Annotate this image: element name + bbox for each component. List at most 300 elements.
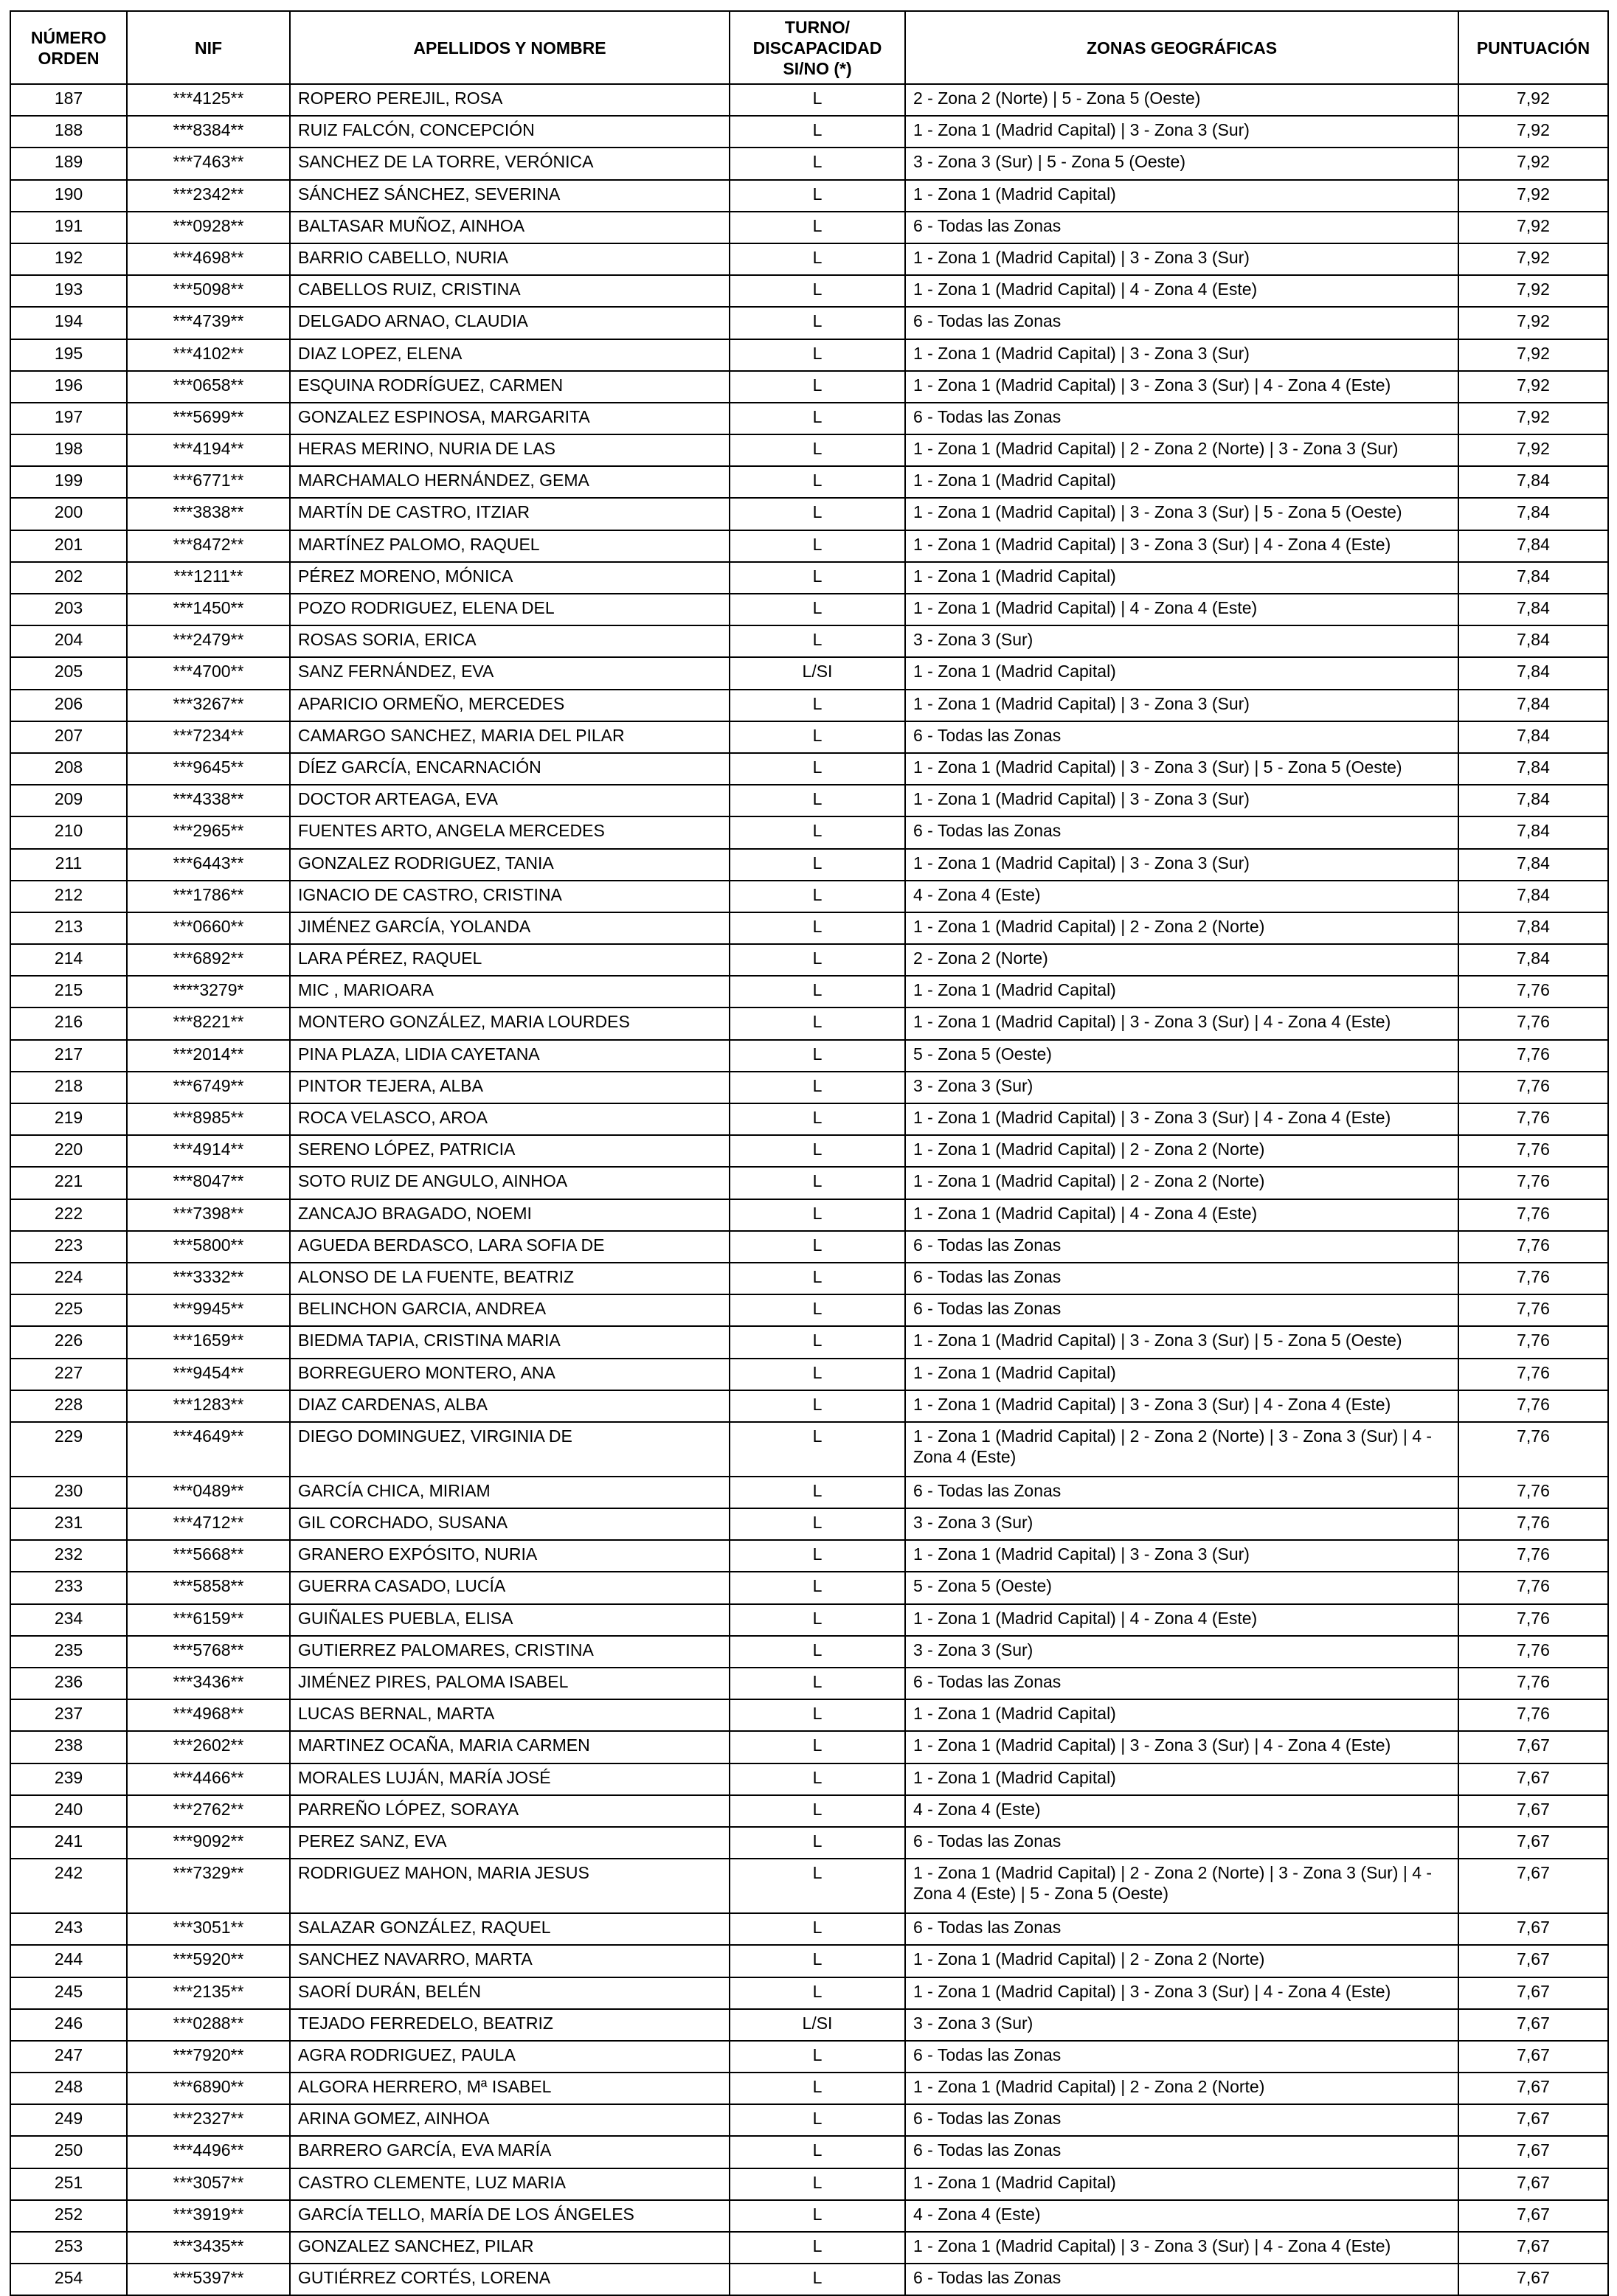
cell-puntuacion: 7,67 <box>1458 1977 1608 2009</box>
table-row <box>10 1795 1608 1827</box>
cell-numero-orden: 233 <box>10 1572 127 1603</box>
cell-zonas: 5 - Zona 5 (Oeste) <box>905 1040 1458 1072</box>
cell-nif: ***1211** <box>127 562 290 594</box>
cell-zonas: 1 - Zona 1 (Madrid Capital) | 3 - Zona 3 (Sur) <box>905 1540 1458 1572</box>
cell-apellidos-nombre: MIC , MARIOARA <box>290 976 730 1007</box>
cell-zonas: 1 - Zona 1 (Madrid Capital) | 3 - Zona 3 (Sur) <box>905 116 1458 148</box>
cell-puntuacion: 7,84 <box>1458 753 1608 785</box>
table-row <box>10 657 1608 689</box>
cell-puntuacion: 7,67 <box>1458 2104 1608 2136</box>
cell-zonas: 1 - Zona 1 (Madrid Capital) <box>905 562 1458 594</box>
cell-turno: L <box>730 1072 905 1103</box>
cell-numero-orden: 226 <box>10 1326 127 1358</box>
cell-puntuacion: 7,92 <box>1458 434 1608 466</box>
cell-puntuacion: 7,76 <box>1458 1263 1608 1294</box>
cell-turno: L <box>730 243 905 275</box>
header-nif: NIF <box>127 11 290 84</box>
results-table <box>10 10 1609 2296</box>
cell-nif: ***7920** <box>127 2041 290 2073</box>
cell-turno: L <box>730 1508 905 1540</box>
cell-puntuacion: 7,67 <box>1458 1827 1608 1859</box>
cell-zonas: 1 - Zona 1 (Madrid Capital) | 3 - Zona 3 (Sur) <box>905 339 1458 371</box>
cell-turno: L <box>730 1263 905 1294</box>
cell-turno: L <box>730 912 905 944</box>
cell-nif: ****3279* <box>127 976 290 1007</box>
cell-zonas: 1 - Zona 1 (Madrid Capital) | 4 - Zona 4 (Este) <box>905 275 1458 307</box>
cell-nif: ***4739** <box>127 307 290 339</box>
cell-numero-orden: 235 <box>10 1636 127 1668</box>
cell-numero-orden: 247 <box>10 2041 127 2073</box>
cell-numero-orden: 228 <box>10 1390 127 1422</box>
cell-numero-orden: 250 <box>10 2136 127 2168</box>
table-row <box>10 1668 1608 1699</box>
cell-numero-orden: 207 <box>10 721 127 753</box>
cell-puntuacion: 7,76 <box>1458 1231 1608 1263</box>
table-row <box>10 1103 1608 1135</box>
cell-apellidos-nombre: MARTÍNEZ PALOMO, RAQUEL <box>290 530 730 562</box>
cell-nif: ***4338** <box>127 785 290 816</box>
cell-numero-orden: 227 <box>10 1359 127 1390</box>
cell-puntuacion: 7,92 <box>1458 307 1608 339</box>
cell-puntuacion: 7,76 <box>1458 1007 1608 1039</box>
cell-puntuacion: 7,92 <box>1458 180 1608 212</box>
cell-numero-orden: 237 <box>10 1699 127 1731</box>
cell-apellidos-nombre: ROSAS SORIA, ERICA <box>290 625 730 657</box>
header-apellidos-nombre: APELLIDOS Y NOMBRE <box>290 11 730 84</box>
table-row <box>10 1326 1608 1358</box>
cell-zonas: 6 - Todas las Zonas <box>905 816 1458 848</box>
cell-zonas: 6 - Todas las Zonas <box>905 403 1458 434</box>
cell-nif: ***8384** <box>127 116 290 148</box>
cell-zonas: 1 - Zona 1 (Madrid Capital) <box>905 466 1458 498</box>
cell-turno: L <box>730 690 905 721</box>
cell-apellidos-nombre: DÍEZ GARCÍA, ENCARNACIÓN <box>290 753 730 785</box>
cell-puntuacion: 7,92 <box>1458 275 1608 307</box>
table-row <box>10 1699 1608 1731</box>
cell-zonas: 1 - Zona 1 (Madrid Capital) | 3 - Zona 3 (Sur) | 4 - Zona 4 (Este) <box>905 1977 1458 2009</box>
cell-zonas: 1 - Zona 1 (Madrid Capital) | 3 - Zona 3 (Sur) | 4 - Zona 4 (Este) <box>905 1390 1458 1422</box>
cell-numero-orden: 238 <box>10 1731 127 1763</box>
cell-zonas: 3 - Zona 3 (Sur) <box>905 1508 1458 1540</box>
cell-puntuacion: 7,84 <box>1458 944 1608 976</box>
cell-numero-orden: 193 <box>10 275 127 307</box>
cell-turno: L <box>730 721 905 753</box>
cell-apellidos-nombre: SANZ FERNÁNDEZ, EVA <box>290 657 730 689</box>
cell-zonas: 4 - Zona 4 (Este) <box>905 1795 1458 1827</box>
cell-numero-orden: 203 <box>10 594 127 625</box>
cell-zonas: 6 - Todas las Zonas <box>905 1263 1458 1294</box>
table-row <box>10 785 1608 816</box>
cell-apellidos-nombre: DOCTOR ARTEAGA, EVA <box>290 785 730 816</box>
table-row <box>10 2104 1608 2136</box>
cell-numero-orden: 223 <box>10 1231 127 1263</box>
cell-numero-orden: 195 <box>10 339 127 371</box>
cell-turno: L/SI <box>730 2009 905 2041</box>
cell-puntuacion: 7,76 <box>1458 1294 1608 1326</box>
cell-nif: ***3332** <box>127 1263 290 1294</box>
cell-puntuacion: 7,76 <box>1458 1167 1608 1199</box>
cell-zonas: 3 - Zona 3 (Sur) | 5 - Zona 5 (Oeste) <box>905 148 1458 179</box>
cell-turno: L <box>730 1326 905 1358</box>
cell-turno: L <box>730 212 905 243</box>
cell-apellidos-nombre: HERAS MERINO, NURIA DE LAS <box>290 434 730 466</box>
cell-puntuacion: 7,92 <box>1458 339 1608 371</box>
cell-nif: ***2479** <box>127 625 290 657</box>
cell-numero-orden: 196 <box>10 371 127 403</box>
cell-turno: L <box>730 339 905 371</box>
cell-numero-orden: 224 <box>10 1263 127 1294</box>
cell-numero-orden: 210 <box>10 816 127 848</box>
cell-apellidos-nombre: MORALES LUJÁN, MARÍA JOSÉ <box>290 1763 730 1795</box>
cell-apellidos-nombre: MARCHAMALO HERNÁNDEZ, GEMA <box>290 466 730 498</box>
cell-turno: L <box>730 466 905 498</box>
cell-apellidos-nombre: ALONSO DE LA FUENTE, BEATRIZ <box>290 1263 730 1294</box>
cell-apellidos-nombre: SANCHEZ DE LA TORRE, VERÓNICA <box>290 148 730 179</box>
cell-turno: L <box>730 1103 905 1135</box>
table-row <box>10 1977 1608 2009</box>
cell-nif: ***5397** <box>127 2264 290 2295</box>
cell-zonas: 1 - Zona 1 (Madrid Capital) | 4 - Zona 4 (Este) <box>905 1604 1458 1636</box>
cell-nif: ***4712** <box>127 1508 290 1540</box>
cell-turno: L <box>730 1763 905 1795</box>
cell-apellidos-nombre: ROPERO PEREJIL, ROSA <box>290 84 730 116</box>
cell-turno: L <box>730 849 905 881</box>
cell-apellidos-nombre: BARRERO GARCÍA, EVA MARÍA <box>290 2136 730 2168</box>
table-row <box>10 1572 1608 1603</box>
table-row <box>10 1763 1608 1795</box>
cell-numero-orden: 202 <box>10 562 127 594</box>
table-row <box>10 339 1608 371</box>
cell-apellidos-nombre: BORREGUERO MONTERO, ANA <box>290 1359 730 1390</box>
cell-apellidos-nombre: GARCÍA TELLO, MARÍA DE LOS ÁNGELES <box>290 2200 730 2232</box>
cell-puntuacion: 7,76 <box>1458 1636 1608 1668</box>
cell-turno: L <box>730 1167 905 1199</box>
table-row <box>10 1604 1608 1636</box>
header-numero-orden: NÚMERO ORDEN <box>10 11 127 84</box>
cell-apellidos-nombre: PINA PLAZA, LIDIA CAYETANA <box>290 1040 730 1072</box>
cell-turno: L <box>730 785 905 816</box>
cell-nif: ***1283** <box>127 1390 290 1422</box>
cell-puntuacion: 7,76 <box>1458 1135 1608 1167</box>
cell-nif: ***4914** <box>127 1135 290 1167</box>
cell-apellidos-nombre: IGNACIO DE CASTRO, CRISTINA <box>290 881 730 912</box>
cell-zonas: 6 - Todas las Zonas <box>905 2136 1458 2168</box>
cell-turno: L <box>730 1199 905 1231</box>
cell-apellidos-nombre: ESQUINA RODRÍGUEZ, CARMEN <box>290 371 730 403</box>
cell-numero-orden: 214 <box>10 944 127 976</box>
cell-turno: L <box>730 116 905 148</box>
cell-puntuacion: 7,67 <box>1458 2264 1608 2295</box>
cell-zonas: 1 - Zona 1 (Madrid Capital) | 3 - Zona 3 (Sur) | 4 - Zona 4 (Este) <box>905 1007 1458 1039</box>
table-row <box>10 1913 1608 1945</box>
table-row <box>10 1359 1608 1390</box>
cell-zonas: 6 - Todas las Zonas <box>905 1231 1458 1263</box>
cell-nif: ***2602** <box>127 1731 290 1763</box>
table-row <box>10 1477 1608 1508</box>
cell-apellidos-nombre: SÁNCHEZ SÁNCHEZ, SEVERINA <box>290 180 730 212</box>
cell-nif: ***3051** <box>127 1913 290 1945</box>
cell-turno: L <box>730 2200 905 2232</box>
cell-zonas: 6 - Todas las Zonas <box>905 2041 1458 2073</box>
cell-turno: L <box>730 1390 905 1422</box>
cell-zonas: 1 - Zona 1 (Madrid Capital) <box>905 657 1458 689</box>
cell-apellidos-nombre: JIMÉNEZ PIRES, PALOMA ISABEL <box>290 1668 730 1699</box>
cell-puntuacion: 7,67 <box>1458 2041 1608 2073</box>
table-row <box>10 944 1608 976</box>
cell-turno: L <box>730 371 905 403</box>
cell-turno: L <box>730 1422 905 1477</box>
table-row <box>10 562 1608 594</box>
cell-apellidos-nombre: FUENTES ARTO, ANGELA MERCEDES <box>290 816 730 848</box>
cell-puntuacion: 7,67 <box>1458 2200 1608 2232</box>
cell-puntuacion: 7,92 <box>1458 116 1608 148</box>
cell-apellidos-nombre: SALAZAR GONZÁLEZ, RAQUEL <box>290 1913 730 1945</box>
cell-zonas: 1 - Zona 1 (Madrid Capital) | 3 - Zona 3 (Sur) | 4 - Zona 4 (Este) <box>905 2232 1458 2264</box>
cell-numero-orden: 229 <box>10 1422 127 1477</box>
cell-nif: ***4194** <box>127 434 290 466</box>
table-row <box>10 690 1608 721</box>
cell-turno: L <box>730 1731 905 1763</box>
cell-nif: ***4466** <box>127 1763 290 1795</box>
cell-puntuacion: 7,84 <box>1458 562 1608 594</box>
cell-zonas: 1 - Zona 1 (Madrid Capital) | 3 - Zona 3 (Sur) | 4 - Zona 4 (Este) <box>905 1731 1458 1763</box>
cell-nif: ***3436** <box>127 1668 290 1699</box>
cell-turno: L/SI <box>730 657 905 689</box>
cell-puntuacion: 7,84 <box>1458 721 1608 753</box>
cell-nif: ***5920** <box>127 1945 290 1977</box>
cell-puntuacion: 7,67 <box>1458 1763 1608 1795</box>
cell-apellidos-nombre: MARTINEZ OCAÑA, MARIA CARMEN <box>290 1731 730 1763</box>
cell-puntuacion: 7,84 <box>1458 912 1608 944</box>
cell-zonas: 1 - Zona 1 (Madrid Capital) | 3 - Zona 3 (Sur) | 5 - Zona 5 (Oeste) <box>905 1326 1458 1358</box>
cell-turno: L <box>730 1699 905 1731</box>
cell-zonas: 1 - Zona 1 (Madrid Capital) | 3 - Zona 3 (Sur) | 5 - Zona 5 (Oeste) <box>905 498 1458 530</box>
cell-nif: ***4102** <box>127 339 290 371</box>
cell-nif: ***3435** <box>127 2232 290 2264</box>
cell-apellidos-nombre: SOTO RUIZ DE ANGULO, AINHOA <box>290 1167 730 1199</box>
cell-nif: ***3838** <box>127 498 290 530</box>
cell-apellidos-nombre: PEREZ SANZ, EVA <box>290 1827 730 1859</box>
cell-nif: ***6159** <box>127 1604 290 1636</box>
cell-nif: ***7234** <box>127 721 290 753</box>
cell-nif: ***0658** <box>127 371 290 403</box>
table-row <box>10 243 1608 275</box>
cell-zonas: 3 - Zona 3 (Sur) <box>905 1636 1458 1668</box>
table-row <box>10 1294 1608 1326</box>
table-row <box>10 307 1608 339</box>
cell-puntuacion: 7,76 <box>1458 1040 1608 1072</box>
cell-apellidos-nombre: CABELLOS RUIZ, CRISTINA <box>290 275 730 307</box>
cell-apellidos-nombre: GIL CORCHADO, SUSANA <box>290 1508 730 1540</box>
cell-nif: ***2342** <box>127 180 290 212</box>
table-row <box>10 371 1608 403</box>
cell-nif: ***9454** <box>127 1359 290 1390</box>
table-row <box>10 816 1608 848</box>
cell-puntuacion: 7,84 <box>1458 785 1608 816</box>
cell-nif: ***8472** <box>127 530 290 562</box>
cell-apellidos-nombre: PINTOR TEJERA, ALBA <box>290 1072 730 1103</box>
cell-zonas: 6 - Todas las Zonas <box>905 1294 1458 1326</box>
cell-nif: ***0928** <box>127 212 290 243</box>
cell-apellidos-nombre: SANCHEZ NAVARRO, MARTA <box>290 1945 730 1977</box>
table-row <box>10 594 1608 625</box>
cell-puntuacion: 7,76 <box>1458 1072 1608 1103</box>
cell-puntuacion: 7,76 <box>1458 1326 1608 1358</box>
cell-numero-orden: 188 <box>10 116 127 148</box>
table-row <box>10 881 1608 912</box>
table-row <box>10 84 1608 116</box>
cell-turno: L <box>730 2104 905 2136</box>
cell-turno: L <box>730 1827 905 1859</box>
cell-nif: ***6771** <box>127 466 290 498</box>
cell-turno: L <box>730 881 905 912</box>
cell-nif: ***4698** <box>127 243 290 275</box>
cell-zonas: 1 - Zona 1 (Madrid Capital) | 3 - Zona 3 (Sur) | 4 - Zona 4 (Este) <box>905 371 1458 403</box>
cell-numero-orden: 198 <box>10 434 127 466</box>
cell-nif: ***2135** <box>127 1977 290 2009</box>
cell-nif: ***8221** <box>127 1007 290 1039</box>
cell-apellidos-nombre: DELGADO ARNAO, CLAUDIA <box>290 307 730 339</box>
cell-nif: ***3267** <box>127 690 290 721</box>
cell-numero-orden: 218 <box>10 1072 127 1103</box>
cell-puntuacion: 7,84 <box>1458 498 1608 530</box>
cell-nif: ***3919** <box>127 2200 290 2232</box>
table-row <box>10 1167 1608 1199</box>
table-row <box>10 1422 1608 1477</box>
cell-nif: ***0288** <box>127 2009 290 2041</box>
cell-turno: L <box>730 753 905 785</box>
table-row <box>10 976 1608 1007</box>
cell-zonas: 1 - Zona 1 (Madrid Capital) <box>905 1359 1458 1390</box>
cell-nif: ***1786** <box>127 881 290 912</box>
cell-apellidos-nombre: JIMÉNEZ GARCÍA, YOLANDA <box>290 912 730 944</box>
cell-nif: ***5768** <box>127 1636 290 1668</box>
table-row <box>10 753 1608 785</box>
cell-puntuacion: 7,67 <box>1458 2168 1608 2200</box>
cell-nif: ***5668** <box>127 1540 290 1572</box>
table-row <box>10 403 1608 434</box>
cell-puntuacion: 7,67 <box>1458 1731 1608 1763</box>
cell-numero-orden: 230 <box>10 1477 127 1508</box>
cell-puntuacion: 7,84 <box>1458 849 1608 881</box>
cell-zonas: 6 - Todas las Zonas <box>905 307 1458 339</box>
cell-apellidos-nombre: AGRA RODRIGUEZ, PAULA <box>290 2041 730 2073</box>
cell-puntuacion: 7,92 <box>1458 212 1608 243</box>
cell-numero-orden: 189 <box>10 148 127 179</box>
cell-zonas: 6 - Todas las Zonas <box>905 2104 1458 2136</box>
cell-turno: L <box>730 2073 905 2104</box>
table-row <box>10 275 1608 307</box>
table-row <box>10 2009 1608 2041</box>
cell-zonas: 6 - Todas las Zonas <box>905 1477 1458 1508</box>
cell-zonas: 6 - Todas las Zonas <box>905 1913 1458 1945</box>
cell-zonas: 1 - Zona 1 (Madrid Capital) | 3 - Zona 3 (Sur) <box>905 785 1458 816</box>
cell-puntuacion: 7,76 <box>1458 1699 1608 1731</box>
cell-nif: ***8047** <box>127 1167 290 1199</box>
table-row <box>10 1540 1608 1572</box>
cell-numero-orden: 246 <box>10 2009 127 2041</box>
cell-nif: ***5098** <box>127 275 290 307</box>
cell-zonas: 1 - Zona 1 (Madrid Capital) | 4 - Zona 4 (Este) <box>905 594 1458 625</box>
table-row <box>10 2073 1608 2104</box>
cell-zonas: 6 - Todas las Zonas <box>905 1668 1458 1699</box>
cell-turno: L <box>730 2041 905 2073</box>
cell-numero-orden: 206 <box>10 690 127 721</box>
table-row <box>10 116 1608 148</box>
header-puntuacion: PUNTUACIÓN <box>1458 11 1608 84</box>
cell-turno: L <box>730 2264 905 2295</box>
cell-turno: L <box>730 1572 905 1603</box>
cell-puntuacion: 7,76 <box>1458 1390 1608 1422</box>
cell-turno: L <box>730 1913 905 1945</box>
cell-numero-orden: 243 <box>10 1913 127 1945</box>
cell-numero-orden: 212 <box>10 881 127 912</box>
cell-nif: ***4125** <box>127 84 290 116</box>
cell-turno: L <box>730 1477 905 1508</box>
cell-apellidos-nombre: RUIZ FALCÓN, CONCEPCIÓN <box>290 116 730 148</box>
cell-zonas: 1 - Zona 1 (Madrid Capital) | 3 - Zona 3 (Sur) | 5 - Zona 5 (Oeste) <box>905 753 1458 785</box>
cell-apellidos-nombre: GRANERO EXPÓSITO, NURIA <box>290 1540 730 1572</box>
cell-numero-orden: 205 <box>10 657 127 689</box>
cell-numero-orden: 216 <box>10 1007 127 1039</box>
table-row <box>10 849 1608 881</box>
cell-apellidos-nombre: BALTASAR MUÑOZ, AINHOA <box>290 212 730 243</box>
cell-numero-orden: 251 <box>10 2168 127 2200</box>
cell-nif: ***4700** <box>127 657 290 689</box>
cell-zonas: 3 - Zona 3 (Sur) <box>905 1072 1458 1103</box>
cell-apellidos-nombre: APARICIO ORMEÑO, MERCEDES <box>290 690 730 721</box>
cell-puntuacion: 7,76 <box>1458 1359 1608 1390</box>
cell-turno: L <box>730 1636 905 1668</box>
cell-numero-orden: 199 <box>10 466 127 498</box>
header-turno: TURNO/ DISCAPACIDAD SI/NO (*) <box>730 11 905 84</box>
cell-numero-orden: 254 <box>10 2264 127 2295</box>
table-row <box>10 434 1608 466</box>
table-header <box>10 11 1608 84</box>
cell-puntuacion: 7,76 <box>1458 1604 1608 1636</box>
cell-puntuacion: 7,76 <box>1458 1668 1608 1699</box>
cell-turno: L <box>730 530 905 562</box>
cell-apellidos-nombre: LARA PÉREZ, RAQUEL <box>290 944 730 976</box>
cell-turno: L <box>730 498 905 530</box>
cell-numero-orden: 241 <box>10 1827 127 1859</box>
table-row <box>10 721 1608 753</box>
cell-puntuacion: 7,76 <box>1458 1508 1608 1540</box>
cell-numero-orden: 239 <box>10 1763 127 1795</box>
cell-zonas: 1 - Zona 1 (Madrid Capital) | 3 - Zona 3 (Sur) <box>905 849 1458 881</box>
cell-turno: L <box>730 434 905 466</box>
cell-nif: ***6892** <box>127 944 290 976</box>
cell-puntuacion: 7,84 <box>1458 881 1608 912</box>
cell-zonas: 1 - Zona 1 (Madrid Capital) | 2 - Zona 2 (Norte) | 3 - Zona 3 (Sur) <box>905 434 1458 466</box>
cell-apellidos-nombre: CAMARGO SANCHEZ, MARIA DEL PILAR <box>290 721 730 753</box>
cell-apellidos-nombre: AGUEDA BERDASCO, LARA SOFIA DE <box>290 1231 730 1263</box>
cell-puntuacion: 7,84 <box>1458 625 1608 657</box>
cell-numero-orden: 234 <box>10 1604 127 1636</box>
cell-zonas: 3 - Zona 3 (Sur) <box>905 625 1458 657</box>
cell-turno: L <box>730 307 905 339</box>
cell-apellidos-nombre: ALGORA HERRERO, Mª ISABEL <box>290 2073 730 2104</box>
cell-numero-orden: 208 <box>10 753 127 785</box>
table-row <box>10 1508 1608 1540</box>
table-row <box>10 1827 1608 1859</box>
cell-zonas: 2 - Zona 2 (Norte) | 5 - Zona 5 (Oeste) <box>905 84 1458 116</box>
cell-nif: ***5800** <box>127 1231 290 1263</box>
cell-numero-orden: 215 <box>10 976 127 1007</box>
cell-turno: L <box>730 1795 905 1827</box>
cell-numero-orden: 248 <box>10 2073 127 2104</box>
cell-turno: L <box>730 1135 905 1167</box>
